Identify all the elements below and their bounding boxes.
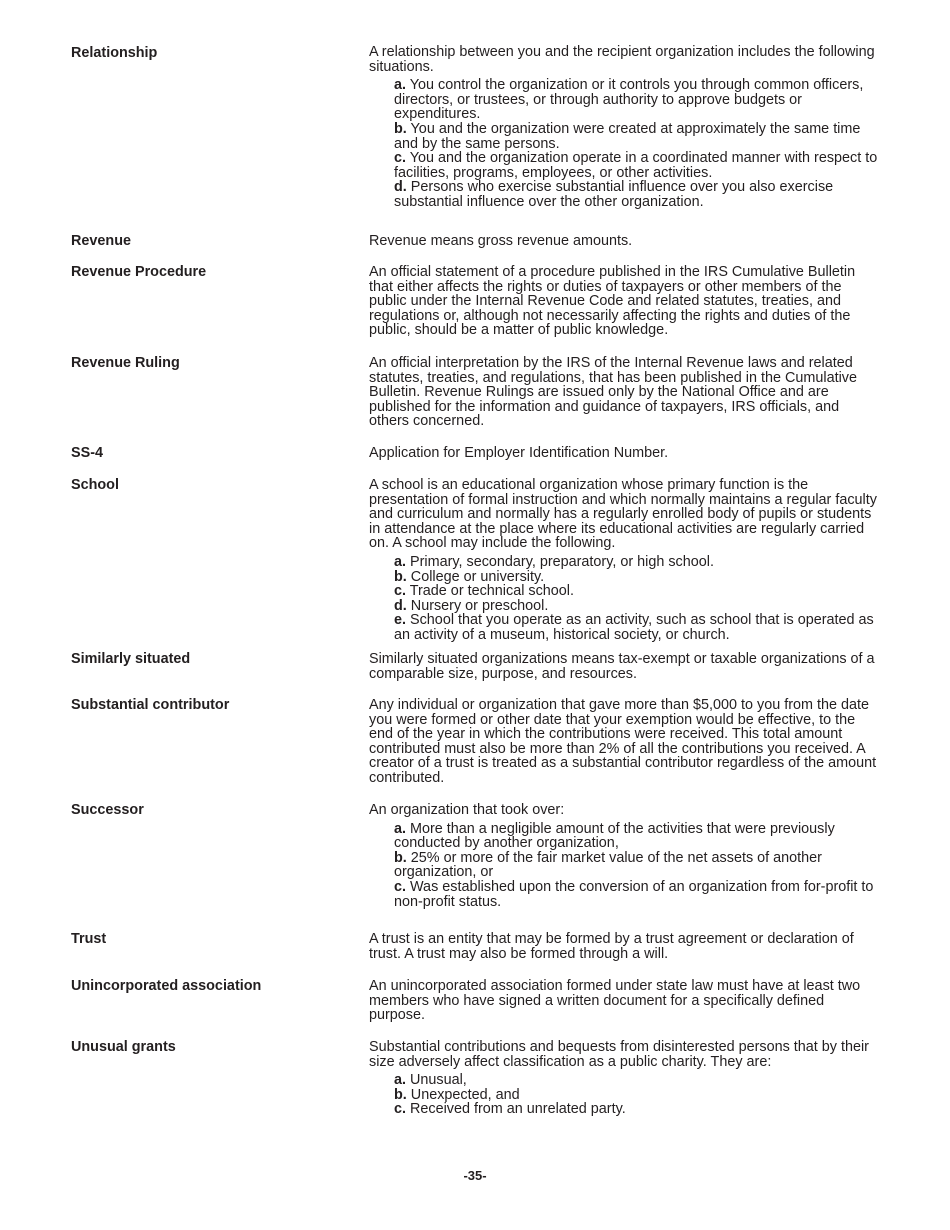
definition-list — [394, 1073, 881, 1117]
definition-text: An organization that took over: — [369, 802, 565, 818]
item-text: More than a negligible amount of the activities that were previously conducted by another organization, — [394, 820, 835, 852]
item-letter: c. — [394, 583, 407, 600]
definition-text: Application for Employer Identification Number. — [369, 445, 669, 461]
list-item — [394, 570, 881, 585]
item-text: College or university. — [406, 568, 545, 585]
term-school: School — [71, 477, 119, 493]
list-item — [394, 1088, 881, 1103]
term-revenue: Revenue — [71, 233, 131, 249]
item-letter: a. — [394, 1072, 407, 1089]
term-unusual-grants: Unusual grants — [71, 1039, 176, 1055]
definition-school — [369, 478, 881, 643]
definition-text: A school is an educational organization whose primary function is the presentation of formal instruction and which normally maintains a regular faculty and curriculum and normally has a regularly enrolled body of pupils or students in attendance at the place where its educational activities are regularly carried on. A school may include the following. — [369, 477, 877, 552]
definition-text: A trust is an entity that may be formed by a trust agreement or declaration of trust. A trust may also be formed through a will. — [369, 931, 854, 962]
page-number: -35- — [463, 1168, 487, 1183]
item-text: Unusual, — [406, 1072, 467, 1089]
definition-similarly-situated — [369, 652, 881, 681]
item-text: Received from an unrelated party. — [406, 1101, 626, 1118]
term-relationship: Relationship — [71, 45, 158, 61]
item-letter: a. — [394, 553, 407, 570]
item-letter: c. — [394, 150, 407, 167]
definition-revenue-ruling — [369, 356, 881, 429]
definition-text: Any individual or organization that gave more than $5,000 to you from the date you were formed or other date that your exemption would be effective, to the end of the year in which the contributions were received. This total amount contributed must also be more than 2% of all the contributions you received. A creator of a trust is treated as a substantial contributor regardless of the amount contributed. — [369, 697, 877, 786]
item-letter: c. — [394, 1101, 407, 1118]
term-revenue-ruling: Revenue Ruling — [71, 355, 180, 371]
item-letter: b. — [394, 120, 407, 137]
item-letter: b. — [394, 849, 407, 866]
item-letter: b. — [394, 568, 407, 585]
definition-text: An official interpretation by the IRS of the Internal Revenue laws and related statutes, treaties, and regulations, that has been published in the Cumulative Bulletin. Revenue Rulings are issued only by the National Office and are published for the information and guidance of taxpayers, IRS officials, and others concerned. — [369, 355, 857, 430]
definition-successor — [369, 803, 881, 909]
definition-list — [394, 822, 881, 910]
definition-text: An official statement of a procedure published in the IRS Cumulative Bulletin that either affects the rights or duties of taxpayers or other members of the public under the Internal Revenue Code and related statutes, treaties, and regulations or, although not necessarily affecting the rights and duties of the public, should be a matter of public knowledge. — [369, 264, 856, 339]
definition-relationship — [369, 45, 881, 210]
list-item — [394, 1102, 881, 1117]
definition-text: Revenue means gross revenue amounts. — [369, 233, 633, 249]
item-text: You and the organization were created at approximately the same time and by the same persons. — [394, 120, 861, 152]
list-item — [394, 599, 881, 614]
item-letter: c. — [394, 878, 407, 895]
item-text: Unexpected, and — [406, 1086, 520, 1103]
definition-text: An unincorporated association formed under state law must have at least two members who have signed a written document for a specifically defined purpose. — [369, 978, 861, 1024]
item-letter: e. — [394, 612, 407, 629]
term-trust: Trust — [71, 931, 107, 947]
item-text: You and the organization operate in a coordinated manner with respect to facilities, programs, employees, or other activities. — [394, 150, 878, 181]
term-substantial-contributor: Substantial contributor — [71, 697, 230, 713]
list-item — [394, 180, 881, 209]
list-item — [394, 122, 881, 151]
definition-text: Substantial contributions and bequests from disinterested persons that by their size adversely affect classification as a public charity. They are: — [369, 1039, 869, 1070]
item-text: Persons who exercise substantial influence over you also exercise substantial influence over the other organization. — [394, 179, 834, 210]
item-letter: b. — [394, 1086, 407, 1103]
term-revenue-procedure: Revenue Procedure — [71, 264, 207, 280]
definition-revenue — [369, 234, 881, 249]
list-item — [394, 1073, 881, 1088]
list-item — [394, 151, 881, 180]
list-item — [394, 822, 881, 851]
item-letter: a. — [394, 820, 407, 837]
item-letter: d. — [394, 597, 407, 614]
list-item — [394, 880, 881, 909]
term-ss-4: SS-4 — [71, 445, 103, 461]
definition-ss-4 — [369, 446, 881, 461]
definition-list — [394, 555, 881, 643]
list-item — [394, 613, 881, 642]
item-text: 25% or more of the fair market value of the net assets of another organization, or — [394, 849, 822, 881]
definition-unincorporated-association — [369, 979, 881, 1023]
item-text: Was established upon the conversion of an organization from for-profit to non-profit status. — [394, 878, 874, 910]
list-item — [394, 851, 881, 880]
list-item — [394, 78, 881, 122]
definition-substantial-contributor — [369, 698, 881, 786]
list-item — [394, 555, 881, 570]
item-text: Trade or technical school. — [406, 583, 574, 600]
definition-unusual-grants — [369, 1040, 881, 1117]
item-text: Nursery or preschool. — [406, 597, 549, 614]
term-similarly-situated: Similarly situated — [71, 651, 191, 667]
item-text: School that you operate as an activity, such as school that is operated as an activity of a museum, historical society, or church. — [394, 612, 874, 643]
definition-revenue-procedure — [369, 265, 881, 338]
definition-trust — [369, 932, 881, 961]
item-text: You control the organization or it controls you through common officers, directors, or trustees, or through authority to approve budgets or expenditures. — [394, 77, 864, 123]
item-letter: a. — [394, 77, 407, 94]
item-letter: d. — [394, 179, 407, 196]
definition-text: Similarly situated organizations means tax-exempt or taxable organizations of a comparable size, purpose, and resources. — [369, 651, 875, 682]
definition-list — [394, 78, 881, 209]
definition-text: A relationship between you and the recipient organization includes the following situations. — [369, 44, 875, 75]
term-successor: Successor — [71, 802, 144, 818]
term-unincorporated-association: Unincorporated association — [71, 978, 262, 994]
list-item — [394, 584, 881, 599]
item-text: Primary, secondary, preparatory, or high school. — [406, 553, 714, 570]
